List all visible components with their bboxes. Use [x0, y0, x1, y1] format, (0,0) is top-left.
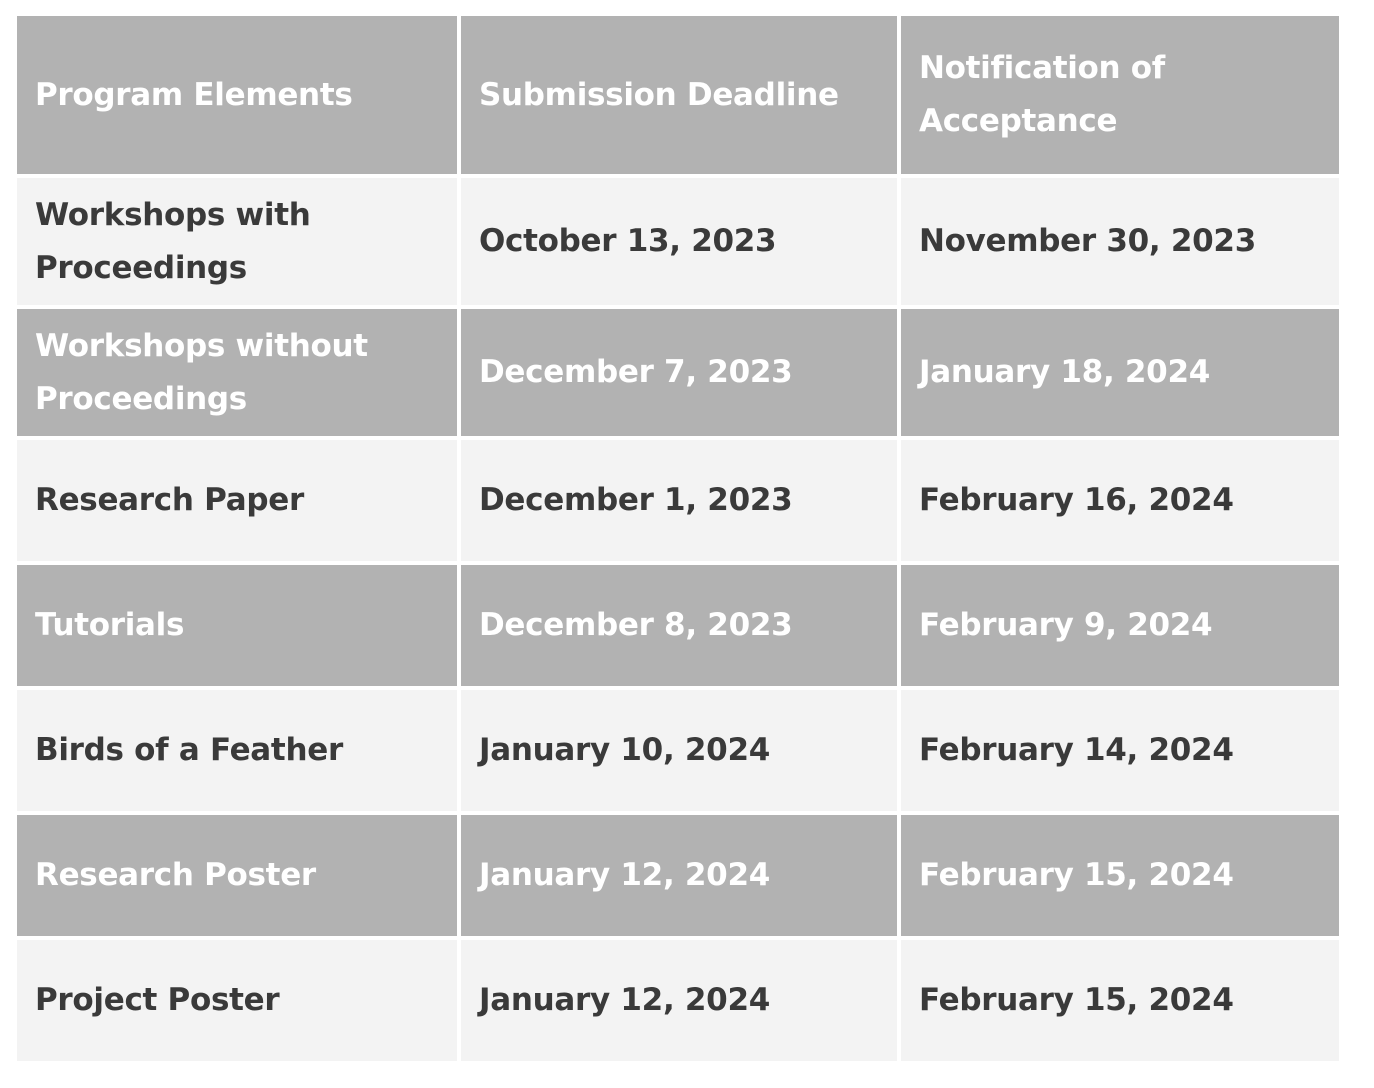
table-row: [17, 813, 1339, 938]
table-row: [17, 438, 1339, 563]
table-row: [17, 688, 1339, 813]
deadlines-table-container: [17, 16, 1339, 1065]
notification-date-cell: November 30, 2023: [899, 176, 1339, 307]
notification-date-cell: February 9, 2024: [899, 563, 1339, 688]
table-header-row: [17, 16, 1339, 176]
submission-deadline-cell: December 7, 2023: [459, 307, 899, 438]
submission-deadline-cell: October 13, 2023: [459, 176, 899, 307]
notification-date-cell: January 18, 2024: [899, 307, 1339, 438]
program-element-cell: Workshops with Proceedings: [17, 176, 459, 307]
header-program-elements: Program Elements: [17, 16, 459, 176]
deadlines-table: [17, 16, 1339, 1065]
notification-date-cell: February 14, 2024: [899, 688, 1339, 813]
program-element-cell: Research Poster: [17, 813, 459, 938]
notification-date-cell: February 15, 2024: [899, 813, 1339, 938]
table-row: [17, 938, 1339, 1063]
program-element-cell: Research Paper: [17, 438, 459, 563]
submission-deadline-cell: January 10, 2024: [459, 688, 899, 813]
submission-deadline-cell: December 8, 2023: [459, 563, 899, 688]
header-submission-deadline: Submission Deadline: [459, 16, 899, 176]
submission-deadline-cell: December 1, 2023: [459, 438, 899, 563]
table-row: [17, 563, 1339, 688]
program-element-cell: Tutorials: [17, 563, 459, 688]
program-element-cell: Project Poster: [17, 938, 459, 1063]
program-element-cell: Birds of a Feather: [17, 688, 459, 813]
submission-deadline-cell: January 12, 2024: [459, 813, 899, 938]
table-row: [17, 307, 1339, 438]
notification-date-cell: February 16, 2024: [899, 438, 1339, 563]
program-element-cell: Workshops without Proceedings: [17, 307, 459, 438]
notification-date-cell: February 15, 2024: [899, 938, 1339, 1063]
submission-deadline-cell: January 12, 2024: [459, 938, 899, 1063]
table-row: [17, 176, 1339, 307]
header-notification-of-acceptance: Notification of Acceptance: [899, 16, 1339, 176]
